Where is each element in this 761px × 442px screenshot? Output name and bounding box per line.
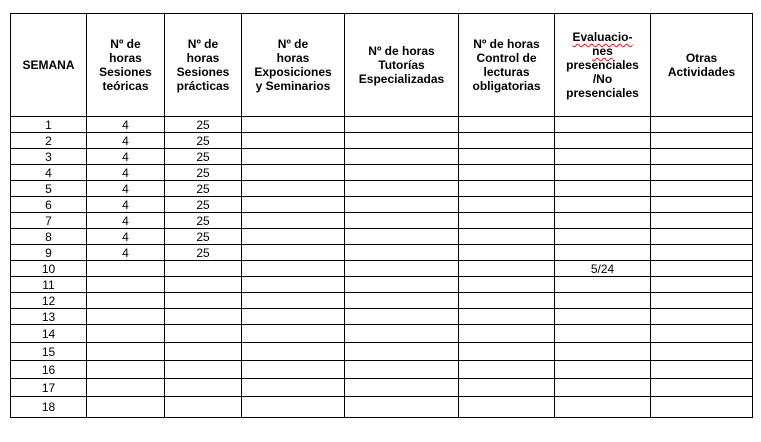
header-line: SEMANA — [22, 58, 75, 72]
header-line: Control de — [476, 51, 537, 65]
cell-sesiones-teoricas — [87, 325, 165, 343]
cell-semana: 15 — [11, 343, 87, 361]
cell-evaluaciones — [555, 165, 651, 181]
cell-semana: 7 — [11, 213, 87, 229]
header-exposiciones-seminarios — [242, 14, 345, 117]
cell-semana: 10 — [11, 261, 87, 277]
cell-otras-actividades — [651, 379, 753, 397]
cell-control-lecturas — [459, 309, 555, 325]
cell-exposiciones-seminarios — [242, 229, 345, 245]
cell-sesiones-practicas — [165, 277, 242, 293]
cell-evaluaciones — [555, 397, 651, 418]
cell-semana: 16 — [11, 361, 87, 379]
cell-sesiones-practicas — [165, 343, 242, 361]
cell-sesiones-practicas: 25 — [165, 197, 242, 213]
cell-semana: 1 — [11, 117, 87, 133]
table-row — [11, 361, 753, 379]
cell-evaluaciones — [555, 149, 651, 165]
cell-sesiones-practicas — [165, 397, 242, 418]
cell-sesiones-teoricas — [87, 309, 165, 325]
cell-control-lecturas — [459, 213, 555, 229]
cell-sesiones-practicas — [165, 379, 242, 397]
cell-control-lecturas — [459, 379, 555, 397]
cell-control-lecturas — [459, 165, 555, 181]
cell-tutorias-especializadas — [345, 379, 459, 397]
cell-sesiones-practicas: 25 — [165, 133, 242, 149]
header-line: horas — [276, 51, 310, 65]
cell-semana: 17 — [11, 379, 87, 397]
table-row — [11, 245, 753, 261]
cell-control-lecturas — [459, 361, 555, 379]
cell-tutorias-especializadas — [345, 361, 459, 379]
cell-evaluaciones — [555, 343, 651, 361]
cell-sesiones-teoricas — [87, 361, 165, 379]
cell-sesiones-teoricas: 4 — [87, 149, 165, 165]
header-line: Otras — [685, 51, 718, 65]
header-line: presenciales — [566, 86, 639, 100]
cell-otras-actividades — [651, 133, 753, 149]
cell-sesiones-practicas: 25 — [165, 149, 242, 165]
header-tutorias-especializadas — [345, 14, 459, 117]
cell-exposiciones-seminarios — [242, 245, 345, 261]
header-line: obligatorias — [472, 79, 541, 93]
table-row — [11, 325, 753, 343]
cell-sesiones-practicas — [165, 325, 242, 343]
cell-sesiones-teoricas: 4 — [87, 197, 165, 213]
cell-control-lecturas — [459, 343, 555, 361]
cell-control-lecturas — [459, 261, 555, 277]
cell-control-lecturas — [459, 181, 555, 197]
cell-exposiciones-seminarios — [242, 117, 345, 133]
cell-exposiciones-seminarios — [242, 197, 345, 213]
table-row — [11, 117, 753, 133]
cell-sesiones-practicas: 25 — [165, 181, 242, 197]
header-line: Sesiones — [99, 65, 152, 79]
cell-semana: 4 — [11, 165, 87, 181]
weekly-hours-table — [10, 13, 753, 418]
header-line: horas — [109, 51, 142, 65]
cell-evaluaciones — [555, 245, 651, 261]
cell-sesiones-teoricas — [87, 293, 165, 309]
cell-otras-actividades — [651, 309, 753, 325]
cell-sesiones-practicas — [165, 293, 242, 309]
cell-exposiciones-seminarios — [242, 379, 345, 397]
spellcheck-underline: Evaluacio- — [572, 30, 633, 44]
cell-sesiones-teoricas: 4 — [87, 181, 165, 197]
cell-exposiciones-seminarios — [242, 325, 345, 343]
cell-tutorias-especializadas — [345, 277, 459, 293]
header-line — [555, 44, 650, 58]
header-line: Sesiones — [176, 65, 230, 79]
cell-evaluaciones — [555, 197, 651, 213]
cell-evaluaciones — [555, 361, 651, 379]
cell-tutorias-especializadas — [345, 229, 459, 245]
cell-tutorias-especializadas — [345, 309, 459, 325]
cell-semana: 12 — [11, 293, 87, 309]
header-line: Nº de — [277, 37, 309, 51]
cell-sesiones-teoricas: 4 — [87, 245, 165, 261]
cell-sesiones-practicas: 25 — [165, 213, 242, 229]
cell-semana: 8 — [11, 229, 87, 245]
table-row — [11, 397, 753, 418]
cell-sesiones-teoricas — [87, 343, 165, 361]
cell-sesiones-practicas: 25 — [165, 117, 242, 133]
header-line: Tutorías — [378, 58, 425, 72]
header-line: horas — [186, 51, 220, 65]
cell-otras-actividades — [651, 397, 753, 418]
cell-tutorias-especializadas — [345, 343, 459, 361]
cell-semana: 11 — [11, 277, 87, 293]
cell-exposiciones-seminarios — [242, 343, 345, 361]
cell-evaluaciones — [555, 229, 651, 245]
cell-sesiones-practicas: 25 — [165, 229, 242, 245]
cell-otras-actividades — [651, 261, 753, 277]
header-evaluaciones — [555, 14, 651, 117]
table-row — [11, 309, 753, 325]
cell-exposiciones-seminarios — [242, 165, 345, 181]
table-row — [11, 277, 753, 293]
table-row — [11, 213, 753, 229]
cell-tutorias-especializadas — [345, 261, 459, 277]
cell-otras-actividades — [651, 229, 753, 245]
cell-control-lecturas — [459, 117, 555, 133]
cell-tutorias-especializadas — [345, 213, 459, 229]
cell-control-lecturas — [459, 149, 555, 165]
cell-otras-actividades — [651, 325, 753, 343]
cell-control-lecturas — [459, 133, 555, 149]
table-row — [11, 133, 753, 149]
header-line: /No — [592, 72, 613, 86]
cell-otras-actividades — [651, 277, 753, 293]
cell-otras-actividades — [651, 293, 753, 309]
cell-sesiones-practicas: 25 — [165, 165, 242, 181]
cell-sesiones-practicas — [165, 261, 242, 277]
cell-sesiones-teoricas: 4 — [87, 117, 165, 133]
cell-exposiciones-seminarios — [242, 261, 345, 277]
header-control-lecturas — [459, 14, 555, 117]
cell-exposiciones-seminarios — [242, 277, 345, 293]
cell-otras-actividades — [651, 343, 753, 361]
cell-semana: 9 — [11, 245, 87, 261]
table-row — [11, 343, 753, 361]
cell-sesiones-practicas: 25 — [165, 245, 242, 261]
cell-otras-actividades — [651, 117, 753, 133]
cell-sesiones-teoricas: 4 — [87, 165, 165, 181]
cell-tutorias-especializadas — [345, 181, 459, 197]
cell-otras-actividades — [651, 197, 753, 213]
table-row — [11, 149, 753, 165]
header-line: Exposiciones — [254, 65, 332, 79]
cell-exposiciones-seminarios — [242, 293, 345, 309]
header-line: Nº de — [110, 37, 141, 51]
table-row — [11, 165, 753, 181]
table-row — [11, 379, 753, 397]
cell-evaluaciones — [555, 379, 651, 397]
cell-semana: 13 — [11, 309, 87, 325]
cell-exposiciones-seminarios — [242, 361, 345, 379]
cell-tutorias-especializadas — [345, 397, 459, 418]
header-line: Nº de horas — [368, 44, 435, 58]
cell-exposiciones-seminarios — [242, 397, 345, 418]
cell-sesiones-teoricas: 4 — [87, 133, 165, 149]
cell-sesiones-practicas — [165, 361, 242, 379]
cell-semana: 6 — [11, 197, 87, 213]
cell-otras-actividades — [651, 213, 753, 229]
header-row — [11, 14, 753, 117]
cell-tutorias-especializadas — [345, 117, 459, 133]
cell-exposiciones-seminarios — [242, 149, 345, 165]
header-line: prácticas — [176, 79, 230, 93]
header-line: presenciales — [566, 58, 639, 72]
cell-sesiones-teoricas — [87, 277, 165, 293]
header-line: y Seminarios — [255, 79, 331, 93]
cell-evaluaciones — [555, 325, 651, 343]
header-otras-actividades — [651, 14, 753, 117]
cell-exposiciones-seminarios — [242, 133, 345, 149]
cell-control-lecturas — [459, 277, 555, 293]
table-row — [11, 197, 753, 213]
cell-semana: 2 — [11, 133, 87, 149]
header-semana — [11, 14, 87, 117]
cell-sesiones-teoricas: 4 — [87, 229, 165, 245]
cell-evaluaciones — [555, 213, 651, 229]
cell-semana: 18 — [11, 397, 87, 418]
cell-sesiones-teoricas — [87, 397, 165, 418]
table-row — [11, 293, 753, 309]
cell-evaluaciones — [555, 133, 651, 149]
cell-evaluaciones — [555, 293, 651, 309]
cell-tutorias-especializadas — [345, 293, 459, 309]
cell-control-lecturas — [459, 245, 555, 261]
cell-sesiones-teoricas — [87, 379, 165, 397]
header-line: lecturas — [483, 65, 530, 79]
header-line: teóricas — [102, 79, 149, 93]
cell-sesiones-teoricas: 4 — [87, 213, 165, 229]
cell-tutorias-especializadas — [345, 149, 459, 165]
cell-evaluaciones — [555, 117, 651, 133]
cell-tutorias-especializadas — [345, 165, 459, 181]
cell-exposiciones-seminarios — [242, 213, 345, 229]
cell-exposiciones-seminarios — [242, 181, 345, 197]
cell-sesiones-practicas — [165, 309, 242, 325]
spellcheck-underline: nes — [592, 44, 613, 58]
cell-control-lecturas — [459, 397, 555, 418]
cell-otras-actividades — [651, 361, 753, 379]
table-row — [11, 261, 753, 277]
cell-otras-actividades — [651, 149, 753, 165]
cell-otras-actividades — [651, 245, 753, 261]
cell-control-lecturas — [459, 325, 555, 343]
cell-otras-actividades — [651, 181, 753, 197]
header-line: Nº de horas — [473, 37, 540, 51]
cell-control-lecturas — [459, 197, 555, 213]
header-sesiones-practicas — [165, 14, 242, 117]
cell-semana: 14 — [11, 325, 87, 343]
cell-semana: 5 — [11, 181, 87, 197]
cell-tutorias-especializadas — [345, 197, 459, 213]
table-body — [11, 117, 753, 418]
cell-evaluaciones — [555, 181, 651, 197]
header-line — [555, 30, 650, 44]
table-row — [11, 229, 753, 245]
header-line: Actividades — [667, 65, 736, 79]
cell-evaluaciones — [555, 309, 651, 325]
cell-evaluaciones: 5/24 — [555, 261, 651, 277]
cell-tutorias-especializadas — [345, 245, 459, 261]
cell-control-lecturas — [459, 229, 555, 245]
header-sesiones-teoricas — [87, 14, 165, 117]
cell-semana: 3 — [11, 149, 87, 165]
cell-tutorias-especializadas — [345, 325, 459, 343]
cell-sesiones-teoricas — [87, 261, 165, 277]
cell-otras-actividades — [651, 165, 753, 181]
cell-exposiciones-seminarios — [242, 309, 345, 325]
cell-evaluaciones — [555, 277, 651, 293]
header-line: Especializadas — [358, 72, 445, 86]
header-line: Nº de — [187, 37, 219, 51]
cell-control-lecturas — [459, 293, 555, 309]
table-row — [11, 181, 753, 197]
cell-tutorias-especializadas — [345, 133, 459, 149]
